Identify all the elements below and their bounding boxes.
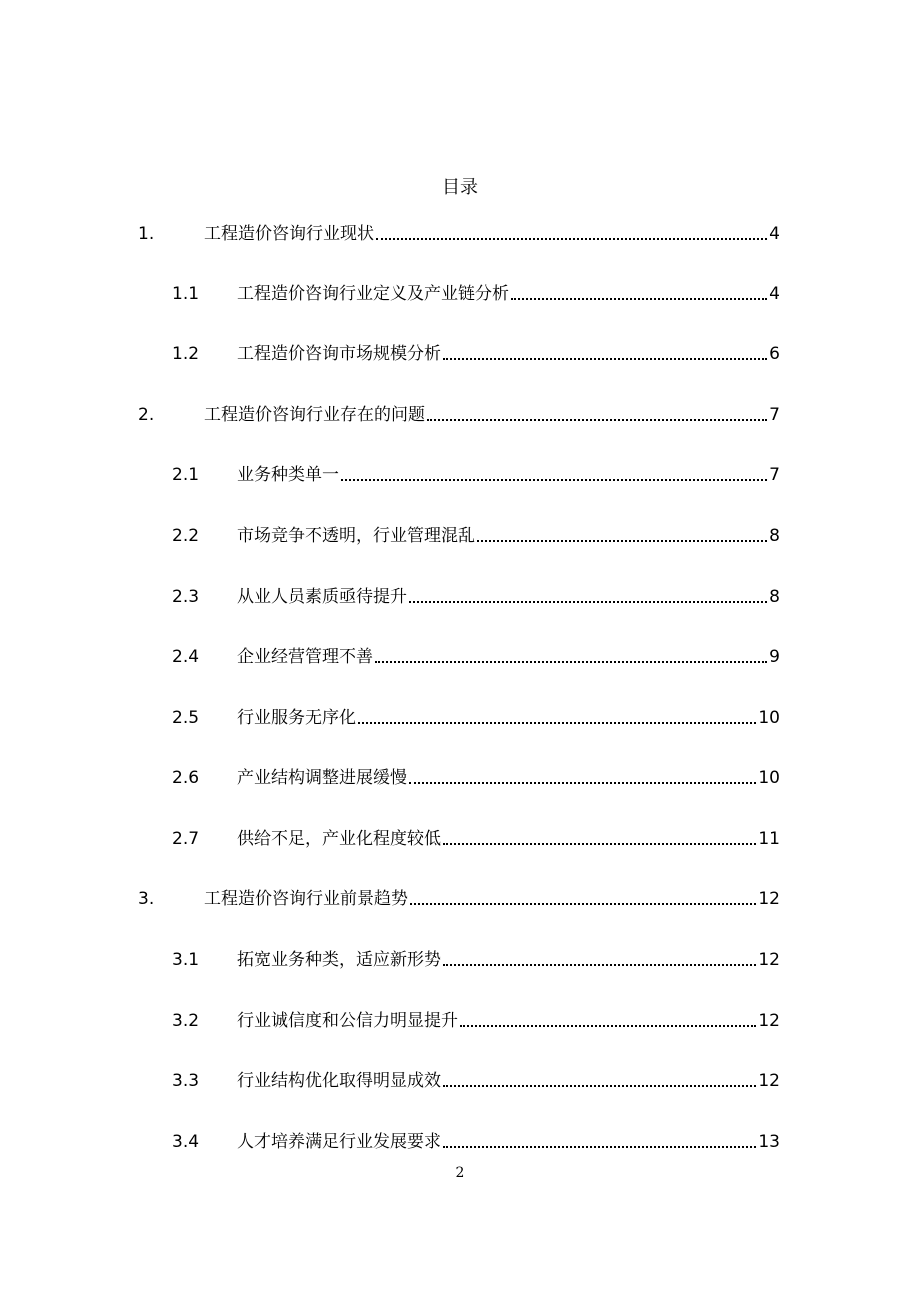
- toc-entry-text: 行业结构优化取得明显成效: [237, 1071, 441, 1091]
- dot-leader: [375, 661, 767, 663]
- dot-leader: [443, 1085, 756, 1087]
- toc-entry[interactable]: [172, 1069, 780, 1093]
- toc-entry-number: 2.3: [172, 587, 200, 607]
- toc-entry-page: 12: [758, 1071, 780, 1091]
- toc-entry[interactable]: [172, 827, 780, 851]
- toc-entry[interactable]: [172, 524, 780, 548]
- dot-leader: [443, 964, 756, 966]
- toc-entry-text: 供给不足，产业化程度较低: [237, 829, 441, 849]
- toc-entry-number: 2.6: [172, 768, 200, 788]
- toc-entry-page: 4: [769, 224, 780, 244]
- toc-entry[interactable]: [138, 887, 780, 911]
- toc-entry-text: 工程造价咨询市场规模分析: [237, 344, 441, 364]
- toc-entry-text: 拓宽业务种类，适应新形势: [237, 950, 441, 970]
- toc-entry-text: 人才培养满足行业发展要求: [237, 1132, 441, 1152]
- toc-entry-number: 3.3: [172, 1071, 200, 1091]
- toc-entry[interactable]: [172, 585, 780, 609]
- toc-entry-number: 1.1: [172, 284, 200, 304]
- dot-leader: [341, 479, 767, 481]
- toc-entry-page: 8: [769, 587, 780, 607]
- toc-title: 目录: [442, 177, 478, 198]
- toc-entry-page: 10: [758, 708, 780, 728]
- toc-entry-number: 2.4: [172, 647, 200, 667]
- toc-entry-page: 11: [758, 829, 780, 849]
- dot-leader: [443, 1146, 756, 1148]
- toc-entry-page: 13: [758, 1132, 780, 1152]
- toc-entry-page: 6: [769, 344, 780, 364]
- toc-entry-number: 3.1: [172, 950, 200, 970]
- toc-entry-number: 3.2: [172, 1011, 200, 1031]
- toc-entry-page: 12: [758, 1011, 780, 1031]
- dot-leader: [410, 903, 756, 905]
- toc-entry-number: 2.7: [172, 829, 200, 849]
- toc-entry-text: 行业诚信度和公信力明显提升: [237, 1011, 458, 1031]
- dot-leader: [376, 238, 767, 240]
- toc-entry-number: 2.1: [172, 465, 200, 485]
- toc-entry-text: 业务种类单一: [237, 465, 339, 485]
- toc-entry[interactable]: [172, 342, 780, 366]
- dot-leader: [511, 298, 767, 300]
- dot-leader: [409, 601, 767, 603]
- dot-leader: [409, 782, 756, 784]
- toc-entry[interactable]: [172, 1130, 780, 1154]
- toc-entry-page: 10: [758, 768, 780, 788]
- toc-entry-number: 3.4: [172, 1132, 200, 1152]
- toc-entry-text: 产业结构调整进展缓慢: [237, 768, 407, 788]
- toc-entry-number: 2.: [138, 405, 155, 425]
- toc-entry-text: 工程造价咨询行业存在的问题: [204, 405, 425, 425]
- toc-entry-page: 7: [769, 405, 780, 425]
- page-number: 2: [455, 1165, 465, 1181]
- toc-entry-text: 工程造价咨询行业现状: [204, 224, 374, 244]
- toc-entry[interactable]: [172, 645, 780, 669]
- toc-entry-page: 12: [758, 889, 780, 909]
- toc-entry-page: 9: [769, 647, 780, 667]
- toc-entry-page: 8: [769, 526, 780, 546]
- toc-entry-number: 3.: [138, 889, 155, 909]
- toc-entry[interactable]: [172, 463, 780, 487]
- toc-entry-page: 4: [769, 284, 780, 304]
- toc-entry-number: 1.2: [172, 344, 200, 364]
- dot-leader: [427, 419, 767, 421]
- toc-entry[interactable]: [172, 1009, 780, 1033]
- toc-entry[interactable]: [172, 706, 780, 730]
- toc-entry-page: 12: [758, 950, 780, 970]
- toc-entry-text: 工程造价咨询行业前景趋势: [204, 889, 408, 909]
- toc-entry[interactable]: [138, 222, 780, 246]
- dot-leader: [443, 843, 756, 845]
- dot-leader: [443, 358, 767, 360]
- toc-entry[interactable]: [138, 403, 780, 427]
- toc-entry-number: 2.2: [172, 526, 200, 546]
- toc-entry-number: 1.: [138, 224, 155, 244]
- toc-entry-text: 工程造价咨询行业定义及产业链分析: [237, 284, 509, 304]
- toc-entry-text: 行业服务无序化: [237, 708, 356, 728]
- toc-entry[interactable]: [172, 948, 780, 972]
- dot-leader: [460, 1025, 756, 1027]
- toc-entry-text: 从业人员素质亟待提升: [237, 587, 407, 607]
- toc-entry-text: 企业经营管理不善: [237, 647, 373, 667]
- toc-entry[interactable]: [172, 282, 780, 306]
- toc-entry-number: 2.5: [172, 708, 200, 728]
- dot-leader: [477, 540, 767, 542]
- toc-entry-text: 市场竞争不透明，行业管理混乱: [237, 526, 475, 546]
- toc-entry[interactable]: [172, 766, 780, 790]
- toc-entry-page: 7: [769, 465, 780, 485]
- dot-leader: [358, 722, 756, 724]
